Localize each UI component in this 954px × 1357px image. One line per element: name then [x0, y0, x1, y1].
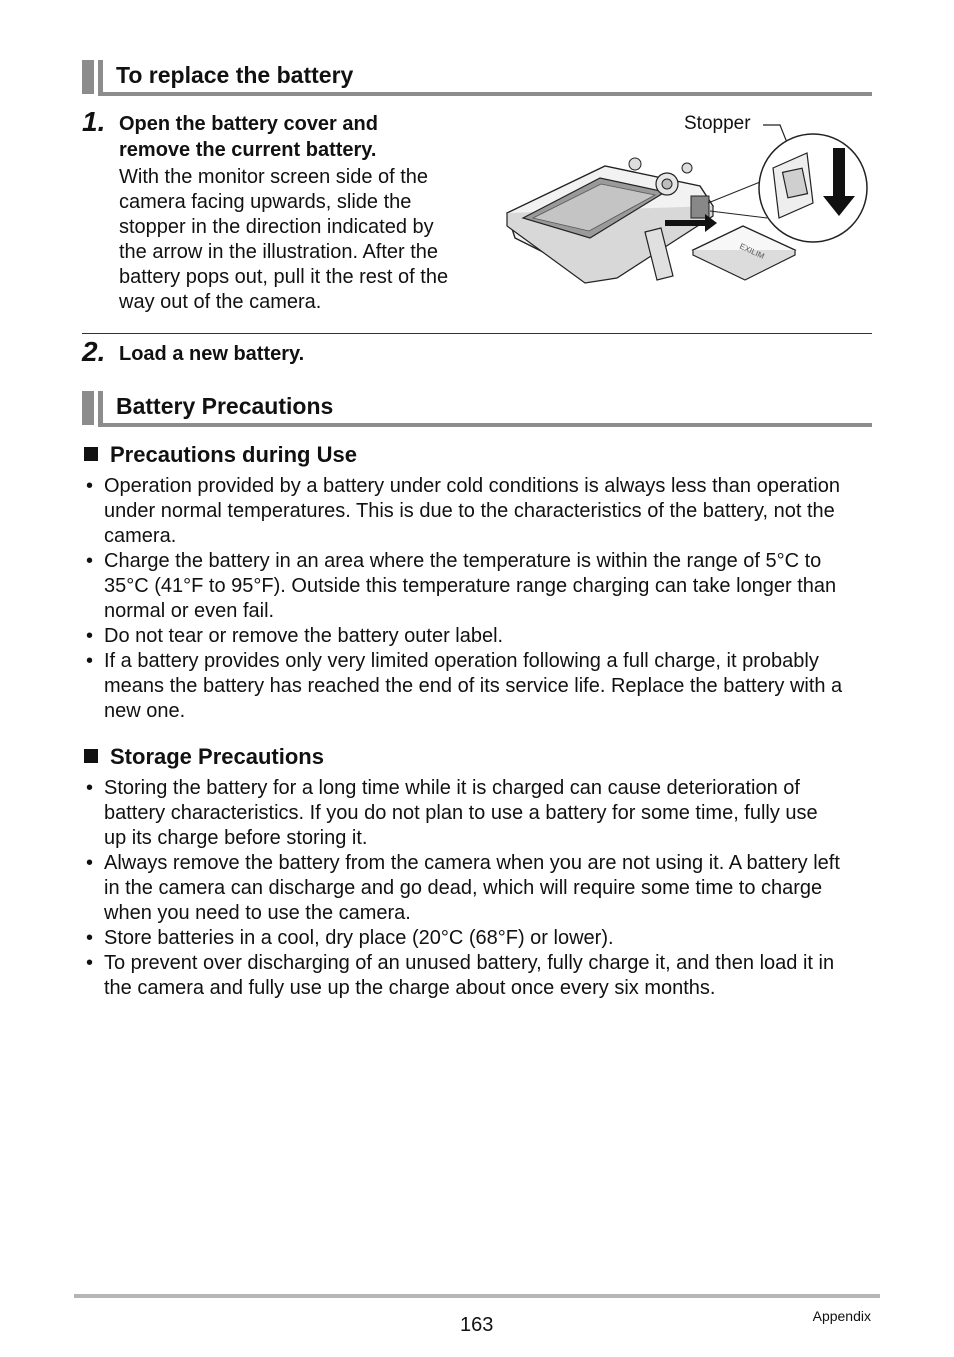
list-item: • Charge the battery in an area where the temperature is within the range of 5°C to 35°C (41°F to 95°F). Outside this temperature range charging can take longer than normal or even fail. — [80, 549, 872, 624]
list-item-line: If a battery provides only very limited operation following a full charge, it probably — [104, 650, 819, 672]
list-item-line: when you need to use the camera. — [104, 902, 411, 924]
list-item: • Do not tear or remove the battery outer label. — [80, 624, 872, 649]
step-title — [119, 111, 378, 163]
square-bullet-icon — [84, 749, 98, 763]
footer-rule — [74, 1294, 880, 1298]
heading-underline — [98, 92, 872, 96]
list-item: • Storing the battery for a long time while it is charged can cause deterioration of battery characteristics. If you do not plan to use a battery for some time, fully use up its charge before storing it. — [80, 776, 872, 851]
list-item-line: under normal temperatures. This is due to the characteristics of the battery, not the — [104, 500, 835, 522]
list-item: • Operation provided by a battery under cold conditions is always less than operation under normal temperatures. This is due to the characteristics of the battery, not the camera. — [80, 474, 872, 549]
stopper-closeup-icon — [759, 134, 867, 242]
list-item-line: Operation provided by a battery under cold conditions is always less than operation — [104, 475, 840, 497]
step-body-line: the arrow in the illustration. After the — [119, 241, 439, 263]
inset-connector-line — [708, 180, 765, 203]
list-item: • If a battery provides only very limited operation following a full charge, it probably means the battery has reached the end of its service life. Replace the battery with a new one. — [80, 649, 872, 724]
step-body-line: With the monitor screen side of the — [119, 166, 429, 188]
step-divider — [82, 333, 872, 334]
section-heading-battery-precautions — [82, 389, 872, 425]
list-item: • Store batteries in a cool, dry place (20°C (68°F) or lower). — [80, 926, 872, 951]
precautions-during-use-list — [80, 474, 872, 724]
step-title — [119, 341, 304, 367]
list-item-line: camera. — [104, 525, 177, 547]
list-item-line: new one. — [104, 700, 186, 722]
step-title-line: remove the current battery. — [119, 139, 377, 161]
list-item-line: Always remove the battery from the camera when you are not using it. A battery left — [104, 852, 840, 874]
step-body-line: way out of the camera. — [119, 291, 322, 313]
step-number: 1. — [82, 106, 106, 137]
step-body — [119, 165, 448, 315]
list-item-line: To prevent over discharging of an unused battery, fully charge it, and then load it in — [104, 952, 835, 974]
section-heading-replace-battery — [82, 58, 872, 94]
battery-print: EXILIM — [738, 241, 766, 261]
section-title: Battery Precautions — [116, 393, 334, 419]
step-body-line: camera facing upwards, slide the — [119, 191, 412, 213]
battery-icon — [693, 226, 795, 280]
list-item-line: Do not tear or remove the battery outer label. — [104, 625, 504, 647]
list-item-line: up its charge before storing it. — [104, 827, 368, 849]
list-item-line: means the battery has reached the end of its service life. Replace the battery with a — [104, 675, 843, 697]
list-item: • Always remove the battery from the camera when you are not using it. A battery left in the camera can discharge and go dead, which will require some time to charge when you need to use the camera. — [80, 851, 872, 926]
footer-section-label: Appendix — [812, 1308, 871, 1324]
list-item-line: Store batteries in a cool, dry place (20°C (68°F) or lower). — [104, 927, 614, 949]
stopper-label: Stopper — [684, 113, 751, 134]
list-item-line: battery characteristics. If you do not plan to use a battery for some time, fully use — [104, 802, 818, 824]
subheading-text: Storage Precautions — [110, 744, 324, 769]
list-item-line: normal or even fail. — [104, 600, 275, 622]
page-number: 163 — [460, 1314, 494, 1336]
heading-bar-decoration — [98, 60, 103, 94]
step-number: 2. — [82, 336, 106, 367]
subheading-precautions-during-use — [84, 442, 357, 468]
section-title: To replace the battery — [116, 62, 354, 88]
square-bullet-icon — [84, 447, 98, 461]
list-item-line: in the camera can discharge and go dead, which will require some time to charge — [104, 877, 823, 899]
step-title-line: Open the battery cover and — [119, 113, 378, 135]
heading-bar-decoration — [98, 391, 103, 425]
list-item: • To prevent over discharging of an unused battery, fully charge it, and then load it in the camera and fully use up the charge about once every six months. — [80, 951, 872, 1001]
subheading-text: Precautions during Use — [110, 442, 357, 467]
list-item-line: the camera and fully use up the charge about once every six months. — [104, 977, 716, 999]
inset-connector-line — [710, 211, 767, 218]
storage-precautions-list — [80, 776, 872, 1001]
list-item-line: Storing the battery for a long time while it is charged can cause deterioration of — [104, 777, 800, 799]
heading-bar-decoration — [82, 60, 94, 94]
step-body-line: battery pops out, pull it the rest of the — [119, 266, 449, 288]
step-body-line: stopper in the direction indicated by — [119, 216, 434, 238]
list-item-line: Charge the battery in an area where the temperature is within the range of 5°C to — [104, 550, 822, 572]
subheading-storage-precautions — [84, 744, 324, 770]
heading-bar-decoration — [82, 391, 94, 425]
step-title-line: Load a new battery. — [119, 343, 305, 365]
heading-underline — [98, 423, 872, 427]
list-item-line: 35°C (41°F to 95°F). Outside this temperature range charging can take longer than — [104, 575, 837, 597]
battery-removal-illustration — [495, 108, 875, 293]
